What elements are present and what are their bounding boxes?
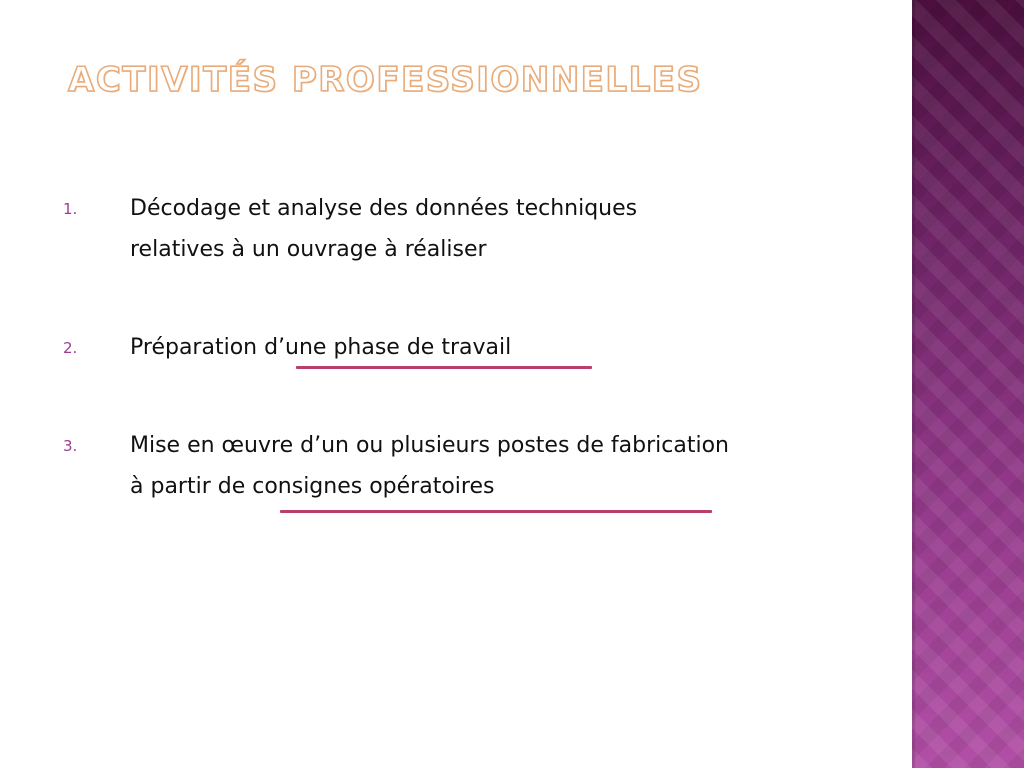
list-item-number: 2.	[63, 339, 78, 357]
activity-list	[60, 188, 820, 507]
slide-title: ACTIVITÉS PROFESSIONNELLES	[68, 60, 703, 100]
list-item	[60, 327, 820, 368]
list-item-text: Préparation d’une phase de travail	[130, 335, 512, 360]
list-item-number: 1.	[63, 200, 78, 218]
decorative-side-band	[912, 0, 1024, 768]
item-2-underline	[296, 366, 592, 369]
list-item	[60, 188, 820, 270]
list-item-text: Mise en œuvre d’un ou plusieurs postes de fabrication à partir de consignes opératoires	[130, 433, 729, 499]
list-item-text: Décodage et analyse des données techniques relatives à un ouvrage à réaliser	[130, 196, 638, 262]
item-3-underline	[280, 510, 712, 513]
list-item	[60, 425, 820, 507]
list-item-number: 3.	[63, 437, 78, 455]
